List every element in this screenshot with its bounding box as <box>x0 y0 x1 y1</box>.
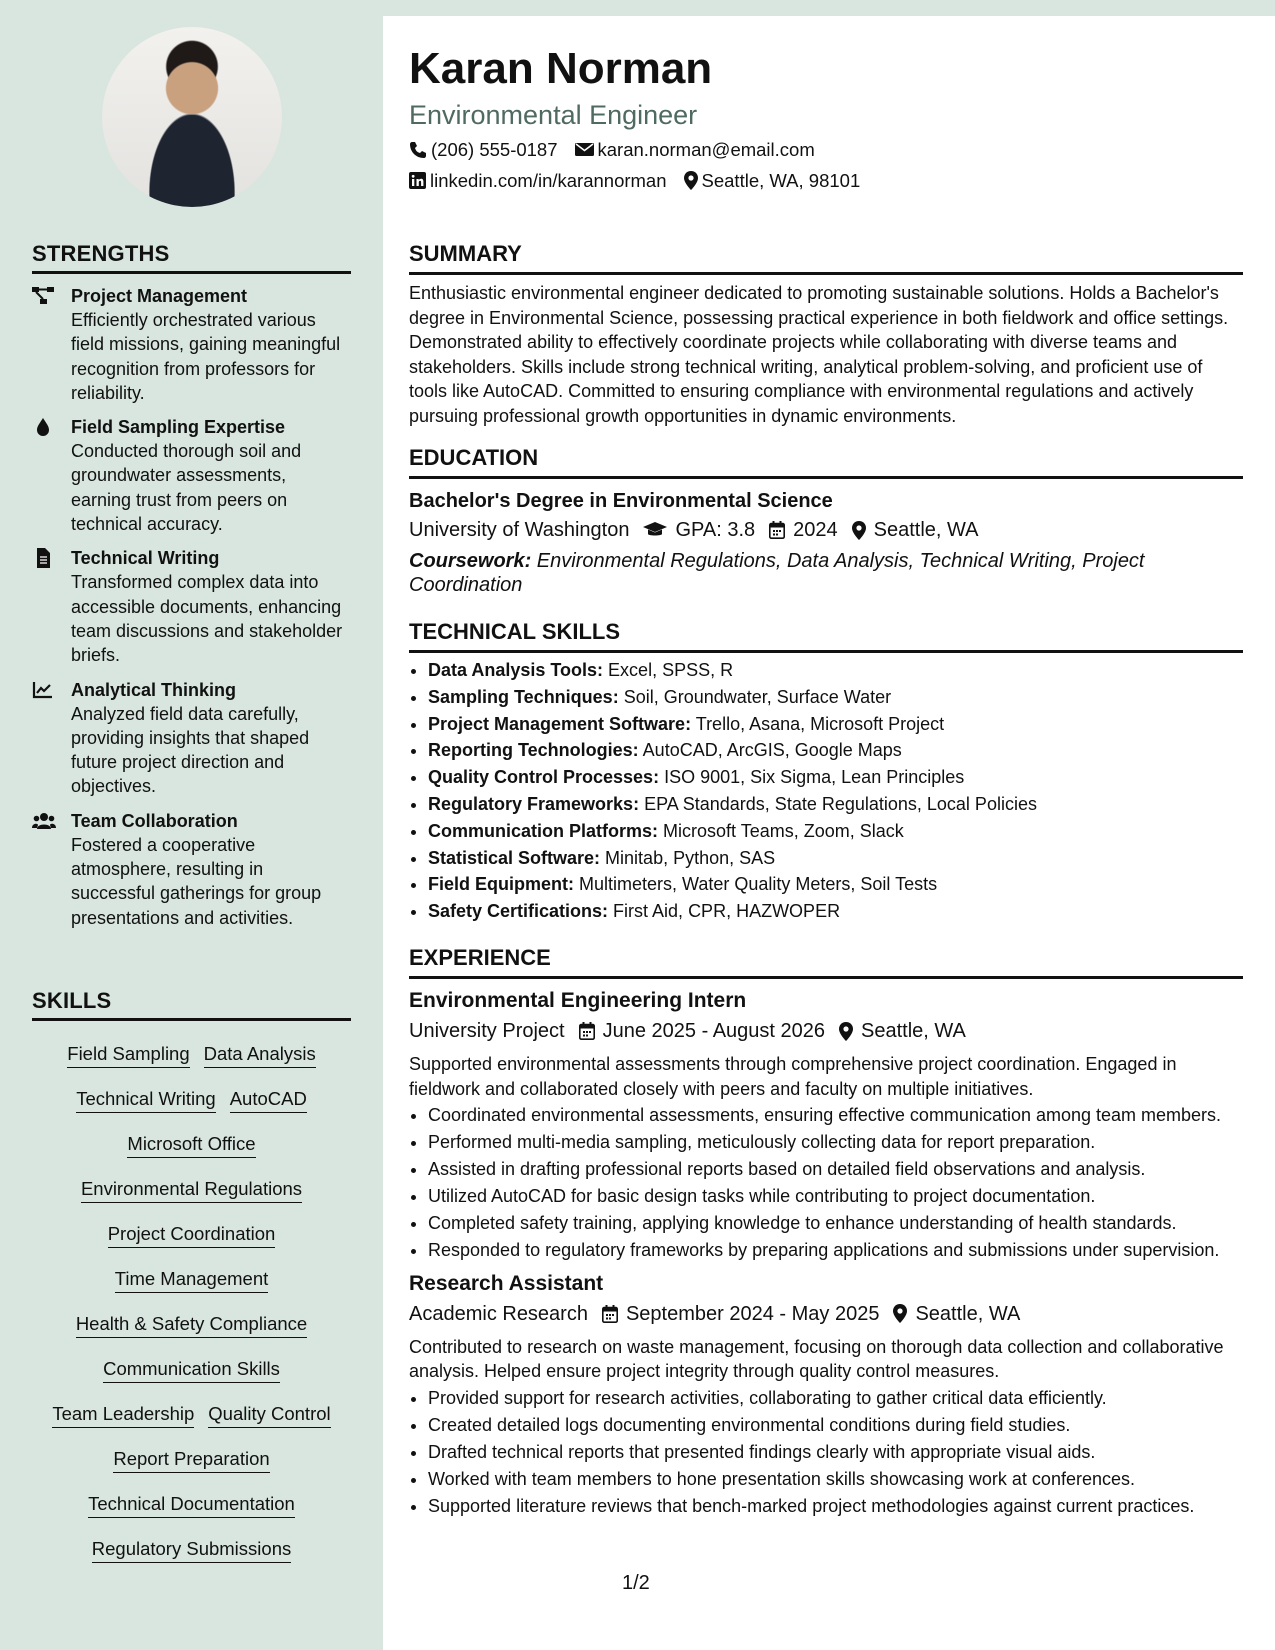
technical-skill-value: First Aid, CPR, HAZWOPER <box>608 901 841 922</box>
technical-skill-item <box>428 871 1243 898</box>
technical-skill-label: Sampling Techniques: <box>428 686 619 707</box>
resume-header <box>409 40 1243 196</box>
technical-skill-label: Quality Control Processes: <box>428 767 660 788</box>
coursework-list: Environmental Regulations, Data Analysis, Technical Writing, Project Coordination <box>409 550 1145 596</box>
contact-line-2 <box>409 165 1243 196</box>
technical-skill-value: Multimeters, Water Quality Meters, Soil Tests <box>574 874 938 895</box>
coursework <box>409 549 1243 597</box>
job-entry <box>409 986 1243 1262</box>
skills-row <box>32 1258 351 1303</box>
job-title: Environmental Engineering Intern <box>409 989 747 1012</box>
technical-skill-label: Statistical Software: <box>428 847 601 868</box>
strength-description: Efficiently orchestrated various field missions, gaining meaningful recognition from professors for reliability. <box>71 310 341 403</box>
skill-tag: Environmental Regulations <box>81 1178 302 1203</box>
skills-heading: SKILLS <box>32 988 351 1021</box>
experience-section <box>409 945 1243 1520</box>
technical-skill-value: Excel, SPSS, R <box>603 660 734 680</box>
technical-skill-item <box>428 684 1243 711</box>
strength-title: Field Sampling Expertise <box>71 417 286 438</box>
skills-row <box>32 1168 351 1213</box>
job-summary: Supported environmental assessments through comprehensive project coordination. Engaged in fieldwork and collaborated closely with peers and faculty on multiple initiatives. <box>409 1054 1177 1099</box>
linkedin-contact <box>409 165 667 196</box>
technical-skill-item <box>428 764 1243 791</box>
job-bullet: • Assisted in drafting professional reports based on detailed field observations and analysis. <box>428 1157 1243 1181</box>
skills-row <box>32 1303 351 1348</box>
strength-title: Analytical Thinking <box>71 679 237 700</box>
job-bullet: • Provided support for research activities, collaborating to gather critical data efficiently. <box>428 1386 1243 1410</box>
strength-item <box>32 546 351 667</box>
skills-row <box>32 1438 351 1483</box>
map-pin-icon <box>893 1304 915 1323</box>
skill-tag: Field Sampling <box>67 1043 189 1068</box>
technical-skills-section <box>409 619 1243 925</box>
job-list <box>409 986 1243 1518</box>
map-pin-icon <box>839 1022 861 1041</box>
job-location: Seattle, WA <box>893 1299 1020 1329</box>
graduation-year: 2024 <box>769 515 838 545</box>
technical-skills-heading: TECHNICAL SKILLS <box>409 619 1243 653</box>
skills-row <box>32 1078 351 1123</box>
calendar-icon <box>579 1022 603 1040</box>
job-title: Research Assistant <box>409 1271 604 1295</box>
job-entry <box>409 1269 1243 1518</box>
skills-row <box>32 1033 351 1078</box>
page-number: 1/2 <box>622 1572 650 1594</box>
technical-skills-list <box>409 657 1243 925</box>
technical-skill-item <box>428 737 1243 764</box>
droplet-icon <box>32 417 54 437</box>
technical-skill-label: Regulatory Frameworks: <box>428 793 640 814</box>
linkedin-url[interactable]: linkedin.com/in/karannorman <box>430 170 667 191</box>
skill-tag: Time Management <box>115 1268 269 1293</box>
gpa: GPA: 3.8 <box>643 515 755 545</box>
technical-skill-label: Project Management Software: <box>428 713 692 734</box>
strength-description: Analyzed field data carefully, providing insights that shaped future project direction and objectives. <box>71 703 310 797</box>
strength-item <box>32 809 351 930</box>
skills-tag-list <box>32 1033 351 1573</box>
technical-skill-value: EPA Standards, State Regulations, Local Policies <box>639 793 1037 814</box>
job-bullets <box>409 1103 1243 1262</box>
candidate-title: Environmental Engineer <box>409 100 698 130</box>
job-organization: Academic Research <box>409 1302 588 1325</box>
job-bullet: • Coordinated environmental assessments, ensuring effective communication among team members. <box>428 1103 1243 1127</box>
technical-skill-label: Safety Certifications: <box>428 901 609 922</box>
line-chart-icon <box>32 680 54 700</box>
school-name: University of Washington <box>409 519 630 541</box>
education-heading: EDUCATION <box>409 445 1243 479</box>
technical-skill-item <box>428 845 1243 872</box>
calendar-icon <box>602 1305 626 1323</box>
phone-number: (206) 555-0187 <box>431 139 558 160</box>
skill-tag: Health & Safety Compliance <box>76 1313 307 1338</box>
calendar-icon <box>769 521 793 539</box>
technical-skill-item <box>428 898 1243 925</box>
skill-tag: Data Analysis <box>204 1043 316 1068</box>
technical-skill-value: ISO 9001, Six Sigma, Lean Principles <box>659 767 965 788</box>
skill-tag: AutoCAD <box>230 1088 307 1113</box>
technical-skill-item <box>428 711 1243 738</box>
candidate-name: Karan Norman <box>409 44 713 93</box>
skill-tag: Technical Writing <box>76 1088 216 1113</box>
email-contact <box>575 134 815 165</box>
job-bullet: • Utilized AutoCAD for basic design tasks while contributing to project documentation. <box>428 1184 1243 1208</box>
skills-row <box>32 1213 351 1258</box>
skills-section <box>32 988 351 1573</box>
strengths-section <box>32 241 351 930</box>
skill-tag: Microsoft Office <box>127 1133 255 1158</box>
job-summary: Contributed to research on waste management, focusing on thorough data collection and collaborative analysis. Helped ensure project integrity through quality control measures. <box>409 1336 1224 1382</box>
document-icon <box>32 548 54 568</box>
skill-tag: Quality Control <box>208 1403 330 1428</box>
job-bullet: • Completed safety training, applying knowledge to enhance understanding of health standards. <box>428 1211 1243 1235</box>
skill-tag: Communication Skills <box>103 1358 280 1383</box>
phone-icon <box>409 141 431 159</box>
degree-title: Bachelor's Degree in Environmental Science <box>409 490 833 512</box>
technical-skill-label: Communication Platforms: <box>428 820 659 841</box>
strength-item <box>32 415 351 536</box>
education-section <box>409 445 1243 597</box>
job-bullet: • Responded to regulatory frameworks by preparing applications and submissions under supervision. <box>428 1238 1243 1262</box>
technical-skill-value: Trello, Asana, Microsoft Project <box>691 713 945 734</box>
job-bullet: • Supported literature reviews that bench-marked project methodologies against current practices. <box>428 1494 1243 1518</box>
strength-description: Conducted thorough soil and groundwater assessments, earning trust from peers on technical accuracy. <box>71 441 302 535</box>
contact-line-1 <box>409 134 1243 165</box>
technical-skill-label: Data Analysis Tools: <box>428 660 604 680</box>
summary-heading: SUMMARY <box>409 241 1243 275</box>
technical-skill-value: Microsoft Teams, Zoom, Slack <box>658 820 904 841</box>
map-pin-icon <box>852 521 874 540</box>
technical-skill-label: Field Equipment: <box>428 874 574 895</box>
envelope-icon <box>575 142 598 157</box>
skill-tag: Regulatory Submissions <box>92 1538 291 1563</box>
strength-item <box>32 678 351 799</box>
technical-skill-label: Reporting Technologies: <box>428 740 639 761</box>
job-bullet: • Performed multi-media sampling, meticulously collecting data for report preparation. <box>428 1130 1243 1154</box>
technical-skill-value: Minitab, Python, SAS <box>600 847 776 868</box>
job-organization: University Project <box>409 1020 565 1042</box>
graduation-cap-icon <box>643 521 675 539</box>
strength-description: Fostered a cooperative atmosphere, resulting in successful gatherings for group presentations and activities. <box>71 834 322 928</box>
skills-row <box>32 1483 351 1528</box>
skills-row <box>32 1528 351 1573</box>
technical-skill-value: Soil, Groundwater, Surface Water <box>618 686 892 707</box>
strength-title: Technical Writing <box>71 548 220 569</box>
project-diagram-icon <box>32 286 54 306</box>
experience-heading: EXPERIENCE <box>409 945 1243 979</box>
education-meta <box>409 515 1243 545</box>
strengths-heading: STRENGTHS <box>32 241 351 274</box>
email-address: karan.norman@email.com <box>597 139 815 160</box>
strength-description: Transformed complex data into accessible documents, enhancing team discussions and stakeholder briefs. <box>71 572 343 666</box>
technical-skill-item <box>428 791 1243 818</box>
skill-tag: Team Leadership <box>52 1403 194 1428</box>
summary-section <box>409 241 1243 428</box>
skills-row <box>32 1348 351 1393</box>
phone-contact <box>409 134 558 165</box>
job-bullet: • Worked with team members to hone presentation skills showcasing work at conferences. <box>428 1467 1243 1491</box>
profile-photo <box>102 27 282 207</box>
job-location: Seattle, WA <box>839 1016 966 1046</box>
users-icon <box>32 811 54 831</box>
location-text: Seattle, WA, 98101 <box>701 170 861 191</box>
strength-item <box>32 284 351 405</box>
skill-tag: Project Coordination <box>108 1223 276 1248</box>
skill-tag: Technical Documentation <box>88 1493 295 1518</box>
strength-title: Project Management <box>71 286 248 306</box>
linkedin-icon <box>409 172 430 189</box>
skill-tag: Report Preparation <box>113 1448 269 1473</box>
summary-text: Enthusiastic environmental engineer dedicated to promoting sustainable solutions. Holds a Bachelor's degree in Environmental Science, possessing practical experience in both fieldwork and office settings. Demonstrated ability to effectively coordinate projects while collaborating with diverse teams and stakeholders. Skills include strong technical writing, analytical problem-solving, and proficient use of tools like AutoCAD. Committed to ensuring compliance with environmental regulations and actively pursuing professional growth opportunities in dynamic environments. <box>409 283 1229 426</box>
job-bullet: • Drafted technical reports that presented findings clearly with appropriate visual aids. <box>428 1440 1243 1464</box>
job-dates: June 2025 - August 2026 <box>579 1016 825 1046</box>
job-dates: September 2024 - May 2025 <box>602 1299 880 1329</box>
technical-skill-item <box>428 818 1243 845</box>
strength-title: Team Collaboration <box>71 810 238 831</box>
skills-row <box>32 1393 351 1438</box>
job-meta <box>409 1299 1243 1329</box>
education-location: Seattle, WA <box>852 515 979 545</box>
job-meta <box>409 1016 1243 1046</box>
coursework-label: Coursework: <box>409 550 532 572</box>
location-contact <box>684 165 861 196</box>
map-pin-icon <box>684 171 702 190</box>
technical-skill-item <box>428 657 1243 684</box>
job-bullets <box>409 1386 1243 1518</box>
skills-row <box>32 1123 351 1168</box>
technical-skill-value: AutoCAD, ArcGIS, Google Maps <box>638 740 902 761</box>
job-bullet: • Created detailed logs documenting environmental conditions during field studies. <box>428 1413 1243 1437</box>
